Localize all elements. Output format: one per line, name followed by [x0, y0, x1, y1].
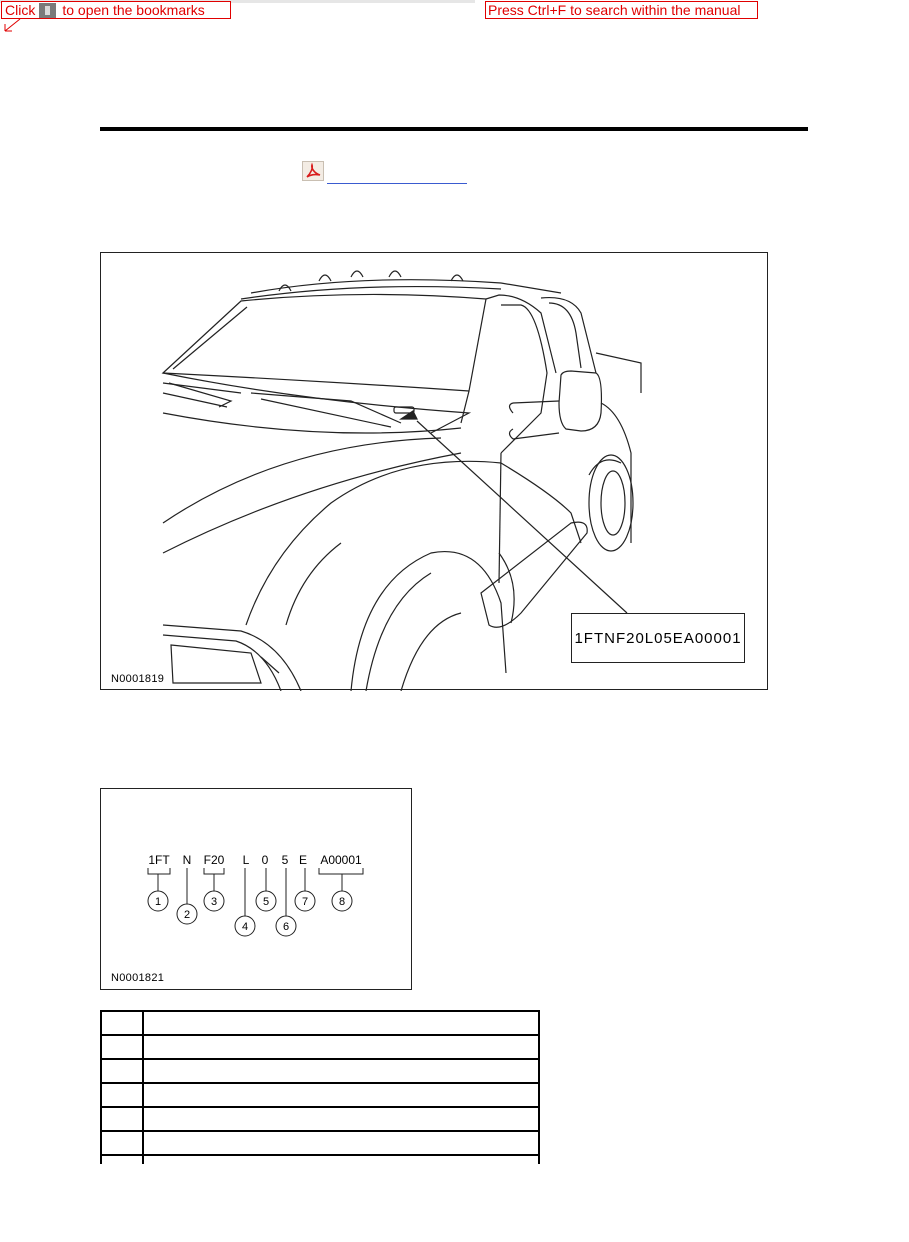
table-cell-description: [143, 1011, 539, 1035]
vin-segment-callout-number: 8: [338, 896, 346, 908]
vin-segment-callout-number: 1: [154, 896, 162, 908]
table-cell-item: [101, 1035, 143, 1059]
vin-segment-text: 1FT: [148, 853, 170, 867]
corner-arrow-icon: [2, 18, 24, 34]
vin-segment-callout-number: 2: [183, 909, 191, 921]
vin-segment-callout-number: 4: [241, 921, 249, 933]
table-row: [101, 1011, 539, 1035]
table-cell-item: [101, 1155, 143, 1164]
bookmarks-notice[interactable]: [1, 1, 231, 19]
vin-segment-callout-number: 6: [282, 921, 290, 933]
table-cell-description: [143, 1059, 539, 1083]
vin-breakdown-diagram: [101, 789, 413, 991]
vin-segment-callout-number: 5: [262, 896, 270, 908]
table-cell-item: [101, 1083, 143, 1107]
figure-code: N0001819: [111, 673, 165, 685]
vin-segment-text: L: [242, 853, 250, 867]
table-cell-description: [143, 1107, 539, 1131]
table-row: [101, 1083, 539, 1107]
vin-segment-text: E: [298, 853, 308, 867]
table-cell-description: [143, 1083, 539, 1107]
vin-segment-text: 0: [261, 853, 269, 867]
vin-segment-bracket: [148, 868, 170, 874]
table-row: [101, 1131, 539, 1155]
vin-segment-callout-number: 7: [301, 896, 309, 908]
section-divider: [100, 127, 808, 131]
vin-legend-table: [100, 1010, 540, 1164]
table-cell-description: [143, 1155, 539, 1164]
pdf-icon[interactable]: [302, 161, 324, 181]
vin-segment-text: A00001: [320, 853, 362, 867]
table-row: [101, 1059, 539, 1083]
pdf-link[interactable]: [327, 183, 467, 184]
table-cell-item: [101, 1107, 143, 1131]
vin-segment-text: F20: [203, 853, 225, 867]
figure-code: N0001821: [111, 972, 165, 984]
vin-segment-callout-number: 3: [210, 896, 218, 908]
table-cell-item: [101, 1131, 143, 1155]
table-row: [101, 1155, 539, 1164]
search-notice[interactable]: Press Ctrl+F to search within the manual: [485, 1, 758, 19]
bookmark-icon: [39, 3, 56, 18]
vin-breakdown-figure: [100, 788, 412, 990]
vin-segment-bracket: [319, 868, 363, 874]
bookmarks-notice-prefix: Click: [5, 2, 36, 18]
table-cell-description: [143, 1035, 539, 1059]
bookmarks-notice-suffix: to open the bookmarks: [62, 2, 205, 18]
vin-callout-box: 1FTNF20L05EA00001: [571, 613, 745, 663]
vin-location-figure: [100, 252, 768, 690]
table-cell-description: [143, 1131, 539, 1155]
table-cell-item: [101, 1011, 143, 1035]
vin-segment-text: 5: [281, 853, 289, 867]
table-row: [101, 1107, 539, 1131]
table-row: [101, 1035, 539, 1059]
vin-segment-bracket: [204, 868, 224, 874]
vin-segment-text: N: [182, 853, 192, 867]
table-cell-item: [101, 1059, 143, 1083]
